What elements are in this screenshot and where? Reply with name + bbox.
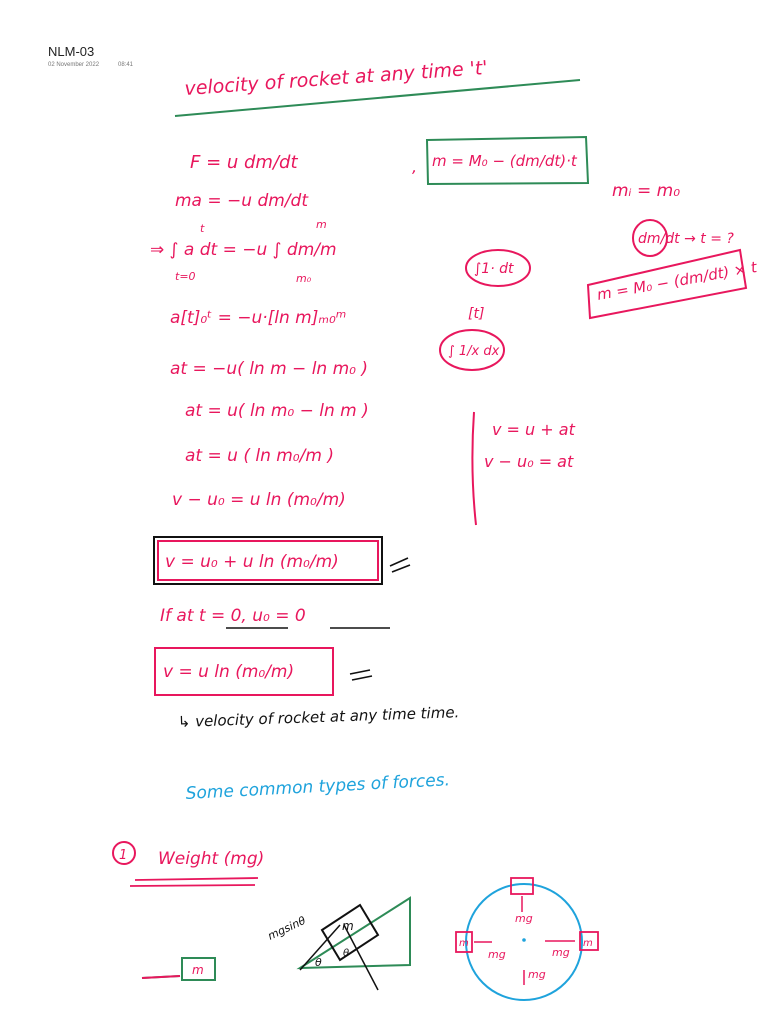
side-kinematic-2: v − u₀ = at [484,452,574,471]
circle-block-right-label: m [583,938,593,949]
eq-log-ratio: at = u ( ln m₀/m ) [185,446,334,466]
result-velocity: v = u₀ + u ln (m₀/m) [165,552,339,572]
side-divider [472,412,476,525]
oval-integral-dx-text: ∫ 1/x dx [448,344,500,359]
incline-force-label: mgsinθ [265,913,308,943]
eq-integral-lower-m: m₀ [296,272,312,285]
circle-mg-right: mg [552,946,570,959]
oval-integral-dt-text: ∫1· dt [474,261,514,277]
initial-condition: If at t = 0, u₀ = 0 [160,606,306,626]
ground-line [142,976,180,978]
eq-integral-upper-t: t [200,222,205,235]
eq-log-diff: at = −u( ln m − ln m₀ ) [170,359,369,379]
notes-heading: velocity of rocket at any time 't' [183,56,489,100]
ground-block-label: m [192,963,204,977]
eq-limits: a[t]₀ᵗ = −u·[ln m]ₘ₀ᵐ [170,308,347,328]
eq-force: F = u dm/dt [190,152,298,173]
incline-angle-1: θ [315,956,322,969]
circle-center [522,938,526,942]
eq-integral-lower-t: t=0 [175,270,196,283]
page-time: 08:41 [118,62,134,68]
page-date: 02 November 2022 [48,62,100,68]
page-title: NLM-03 [48,44,95,59]
circle-mg-left: mg [488,948,506,961]
side-mass-equation: m = M₀ − (dm/dt) × t [595,258,759,304]
item-weight-title: Weight (mg) [158,849,265,869]
circle-mg-bottom: mg [528,968,546,981]
eq-newton: ma = −u dm/dt [175,191,308,211]
final-velocity: v = u ln (m₀/m) [163,662,295,682]
comma-mark: , [412,157,418,176]
incline-angle-2: θ [343,948,350,959]
final-tick-mark [350,670,372,680]
circle-block-top [511,878,533,894]
eq-integral-upper-m: m [316,218,327,231]
circle-mg-top: mg [515,912,533,925]
item-number: 1 [119,848,128,863]
circle-block-left-label: m [459,938,469,949]
incline-block-label: m [342,919,354,933]
rocket-velocity-note: ↳ velocity of rocket at any time time. [177,703,460,731]
eq-velocity-diff: v − u₀ = u ln (m₀/m) [172,490,346,510]
eq-mass: m = M₀ − (dm/dt)·t [432,152,577,170]
section-title: Some common types of forces. [185,770,451,804]
bracket-t: [t] [468,306,485,322]
eq-integral: ⇒ ∫ a dt = −u ∫ dm/m [150,240,337,260]
result-tick-mark [390,558,410,572]
side-question: dm/dt → t = ? [638,231,734,247]
item-underline [130,878,258,886]
side-kinematic-1: v = u + at [492,420,575,439]
eq-log-swap: at = u( ln m₀ − ln m ) [185,401,369,421]
side-initial-mass: mᵢ = m₀ [612,181,681,201]
